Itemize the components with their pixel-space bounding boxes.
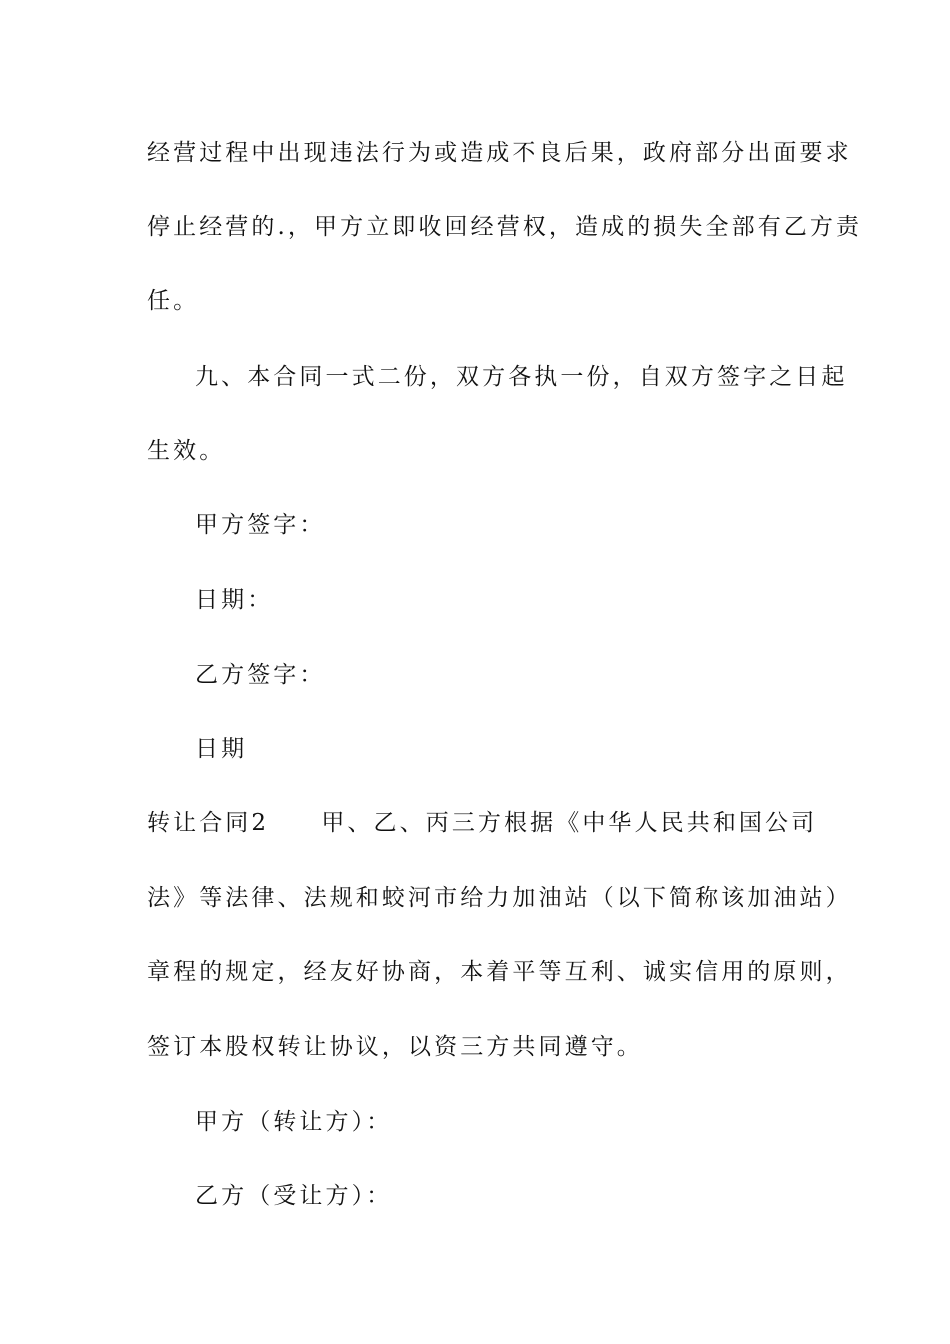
paragraph-line: 任。 (147, 288, 200, 314)
paragraph-line: 法》等法律、法规和蛟河市给力加油站（以下简称该加油站） (147, 885, 852, 911)
paragraph-line: 经营过程中出现违法行为或造成不良后果，政府部分出面要求 (147, 140, 852, 166)
party-b-transferee-label: 乙方（受让方）： (195, 1183, 393, 1209)
paragraph-line: 签订本股权转让协议，以资三方共同遵守。 (147, 1034, 643, 1060)
contract-two-heading-line: 转让合同2 甲、乙、丙三方根据《中华人民共和国公司 (147, 810, 818, 836)
party-a-transferor-label: 甲方（转让方）： (195, 1109, 393, 1135)
date-label: 日期： (195, 587, 274, 613)
party-a-signature-label: 甲方签字： (195, 512, 326, 538)
paragraph-line: 生效。 (147, 438, 226, 464)
paragraph-line: 停止经营的.，甲方立即收回经营权，造成的损失全部有乙方责 (147, 214, 863, 240)
clause-nine-line: 九、本合同一式二份，双方各执一份，自双方签字之日起 (195, 364, 848, 390)
party-b-signature-label: 乙方签字： (195, 662, 326, 688)
date-label: 日期 (195, 736, 248, 762)
paragraph-line: 章程的规定，经友好协商，本着平等互利、诚实信用的原则， (147, 959, 852, 985)
